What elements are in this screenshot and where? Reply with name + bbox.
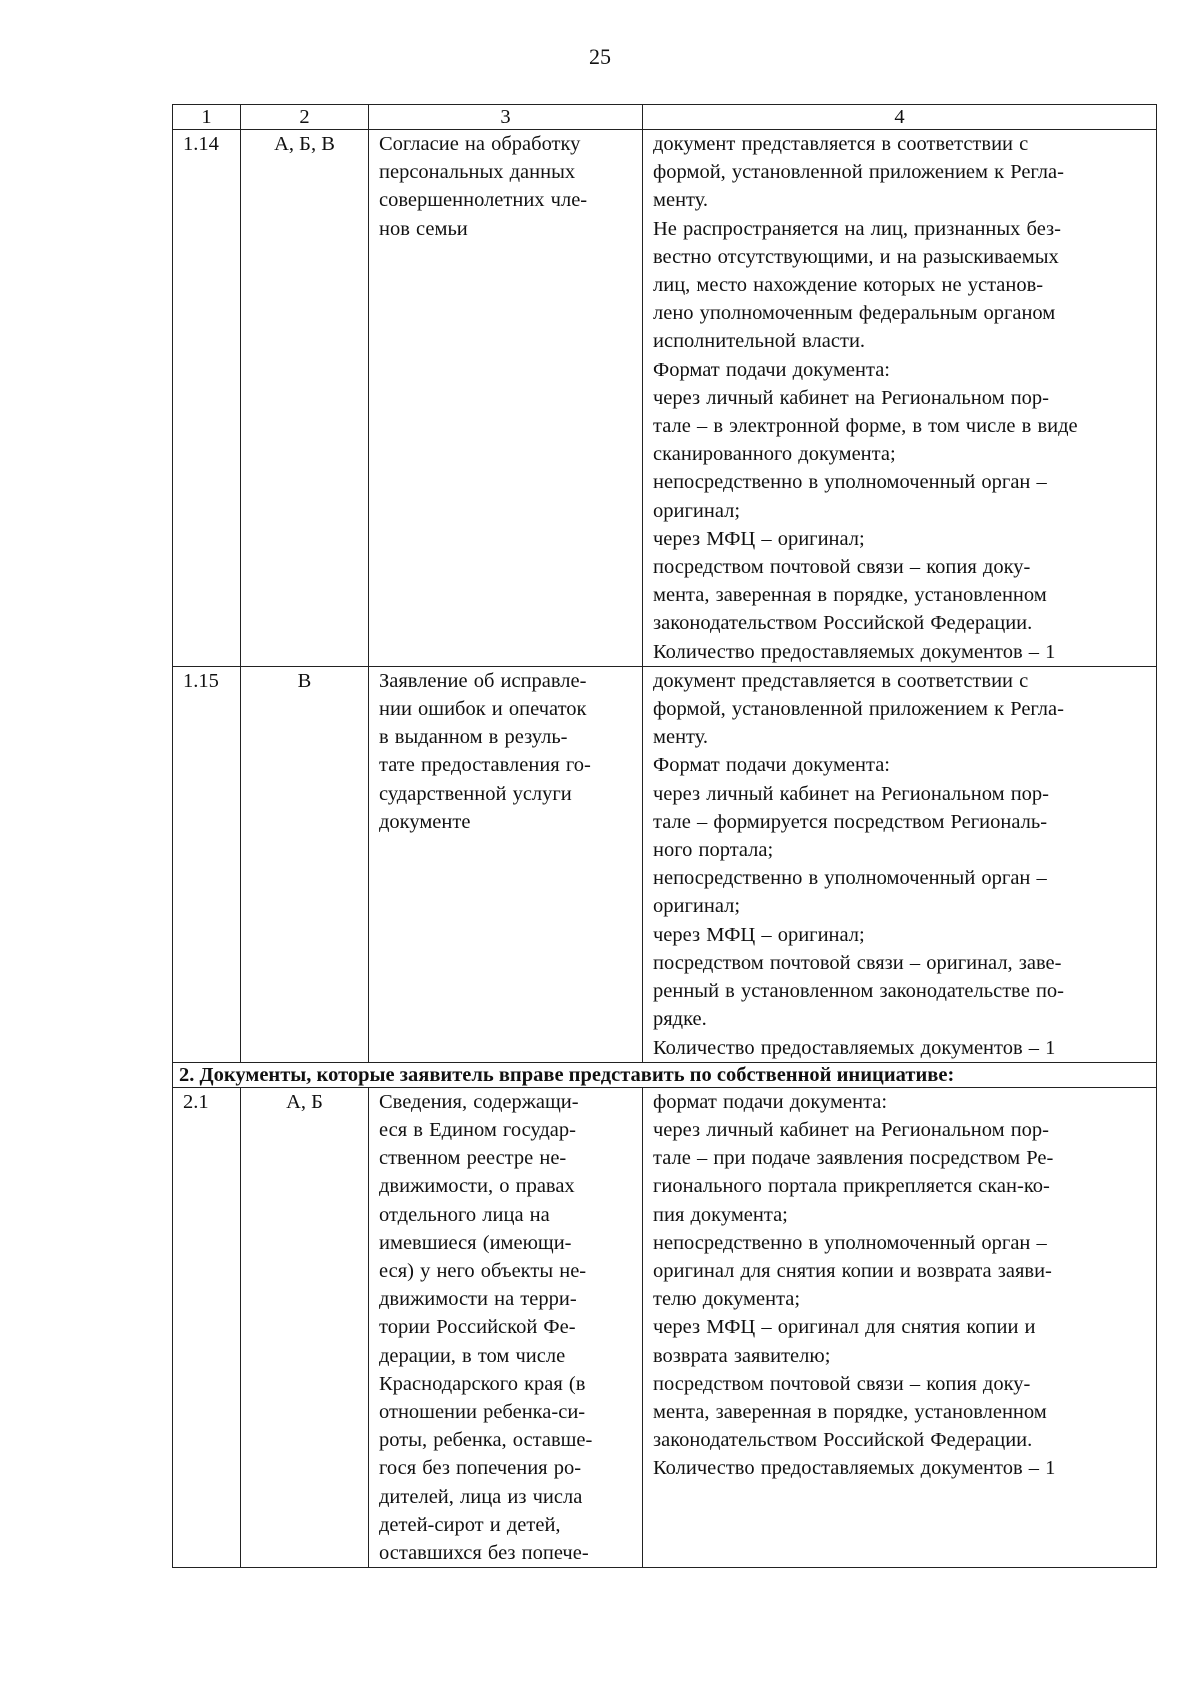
documents-table <box>172 104 1157 1568</box>
text-line: Формат подачи документа: <box>653 358 890 381</box>
text-line: в выданном в резуль- <box>379 726 568 749</box>
row-number: 1.14 <box>173 130 241 667</box>
text-line: документ представляется в соответствии с <box>653 133 1029 155</box>
text-line: менту. <box>653 726 709 749</box>
page-number: 25 <box>589 44 611 69</box>
row-category: А, Б <box>241 1087 369 1567</box>
row-number: 2.1 <box>173 1087 241 1567</box>
text-line: Количество предоставляемых документов – 1 <box>653 640 1056 663</box>
text-line: Количество предоставляемых документов – 1 <box>653 1036 1056 1059</box>
text-line: отдельного лица на <box>379 1203 550 1226</box>
header-col-3: 3 <box>369 105 643 130</box>
text-line: нов семьи <box>379 217 468 240</box>
text-line: через МФЦ – оригинал; <box>653 923 865 946</box>
text-line: сканированного документа; <box>653 443 896 466</box>
text-line: дителей, лица из числа <box>379 1485 583 1508</box>
text-line: Формат подачи документа: <box>653 754 890 777</box>
text-line: документ представляется в соответствии с <box>653 669 1029 692</box>
text-line: оригинал для снятия копии и возврата заяви- <box>653 1259 1052 1282</box>
text-line: возврата заявителю; <box>653 1344 831 1367</box>
text-line: непосредственно в уполномоченный орган – <box>653 1231 1047 1254</box>
text-line: непосредственно в уполномоченный орган – <box>653 471 1047 494</box>
document-description <box>643 666 1157 1062</box>
text-line: лиц, место нахождение которых не установ- <box>653 274 1044 297</box>
text-line: имевшиеся (имеющи- <box>379 1231 572 1254</box>
text-line: лено уполномоченным федеральным органом <box>653 302 1056 325</box>
text-line: оставшихся без попече- <box>379 1541 589 1564</box>
document-name <box>369 666 643 1062</box>
document-description <box>643 1087 1157 1567</box>
text-line: оригинал; <box>653 895 741 918</box>
text-line: через личный кабинет на Региональном пор- <box>653 1118 1049 1141</box>
document-name <box>369 130 643 667</box>
text-line: тате предоставления го- <box>379 754 591 777</box>
text-line: движимости, о правах <box>379 1175 575 1198</box>
text-line: посредством почтовой связи – копия доку- <box>653 556 1031 579</box>
text-line: исполнительной власти. <box>653 330 866 353</box>
text-line: детей-сирот и детей, <box>379 1513 561 1536</box>
text-line: тале – при подаче заявления посредством Ре- <box>653 1147 1054 1170</box>
text-line: законодательством Российской Федерации. <box>653 612 1033 635</box>
text-line: пия документа; <box>653 1203 788 1226</box>
text-line: Заявление об исправле- <box>379 669 587 692</box>
text-line: Согласие на обработку <box>379 133 581 155</box>
text-line: оригинал; <box>653 499 741 522</box>
text-line: через личный кабинет на Региональном пор- <box>653 782 1049 805</box>
document-name <box>369 1087 643 1567</box>
text-line: вестно отсутствующими, и на разыскиваемых <box>653 245 1059 268</box>
text-line: еся в Едином государ- <box>379 1118 576 1141</box>
header-col-1: 1 <box>173 105 241 130</box>
text-line: ственном реестре не- <box>379 1147 567 1170</box>
header-col-4: 4 <box>643 105 1157 130</box>
text-line: через личный кабинет на Региональном пор- <box>653 386 1049 409</box>
text-line: рядке. <box>653 1008 707 1031</box>
row-category: В <box>241 666 369 1062</box>
text-line: гионального портала прикрепляется скан-ко- <box>653 1175 1050 1198</box>
text-line: Краснодарского края (в <box>379 1372 586 1395</box>
text-line: Сведения, содержащи- <box>379 1090 579 1113</box>
text-line: через МФЦ – оригинал; <box>653 527 865 550</box>
table-row <box>173 666 1157 1062</box>
text-line: роты, ребенка, оставше- <box>379 1429 593 1452</box>
text-line: непосредственно в уполномоченный орган – <box>653 867 1047 890</box>
text-line: отношении ребенка-си- <box>379 1400 586 1423</box>
text-line: посредством почтовой связи – оригинал, заве- <box>653 951 1062 974</box>
text-line: нии ошибок и опечаток <box>379 698 587 721</box>
section-row <box>173 1062 1157 1087</box>
text-line: мента, заверенная в порядке, установленном <box>653 584 1047 607</box>
table-row <box>173 130 1157 667</box>
text-line: сударственной услуги <box>379 782 572 805</box>
row-number: 1.15 <box>173 666 241 1062</box>
text-line: ного портала; <box>653 839 774 862</box>
row-category: А, Б, В <box>241 130 369 667</box>
text-line: телю документа; <box>653 1288 801 1311</box>
document-description <box>643 130 1157 667</box>
text-line: Не распространяется на лиц, признанных без- <box>653 217 1061 240</box>
text-line: совершеннолетних чле- <box>379 189 588 212</box>
header-col-2: 2 <box>241 105 369 130</box>
text-line: мента, заверенная в порядке, установленном <box>653 1400 1047 1423</box>
text-line: законодательством Российской Федерации. <box>653 1429 1033 1452</box>
text-line: гося без попечения ро- <box>379 1457 582 1480</box>
text-line: формат подачи документа: <box>653 1090 888 1113</box>
text-line: персональных данных <box>379 161 576 184</box>
text-line: движимости на терри- <box>379 1288 577 1311</box>
text-line: тории Российской Фе- <box>379 1316 576 1339</box>
text-line: тале – в электронной форме, в том числе в виде <box>653 415 1078 438</box>
table-header-row <box>173 105 1157 130</box>
text-line: менту. <box>653 189 709 212</box>
text-line: Количество предоставляемых документов – 1 <box>653 1457 1056 1480</box>
text-line: документе <box>379 810 471 833</box>
text-line: через МФЦ – оригинал для снятия копии и <box>653 1316 1036 1339</box>
table-row <box>173 1087 1157 1567</box>
section-title: 2. Документы, которые заявитель вправе представить по собственной инициативе: <box>173 1062 1157 1087</box>
text-line: тале – формируется посредством Региональ- <box>653 810 1048 833</box>
text-line: дерации, в том числе <box>379 1344 566 1367</box>
text-line: посредством почтовой связи – копия доку- <box>653 1372 1031 1395</box>
text-line: еся) у него объекты не- <box>379 1259 587 1282</box>
text-line: формой, установленной приложением к Регла- <box>653 161 1064 184</box>
text-line: формой, установленной приложением к Регла- <box>653 698 1064 721</box>
text-line: ренный в установленном законодательстве по- <box>653 980 1064 1003</box>
